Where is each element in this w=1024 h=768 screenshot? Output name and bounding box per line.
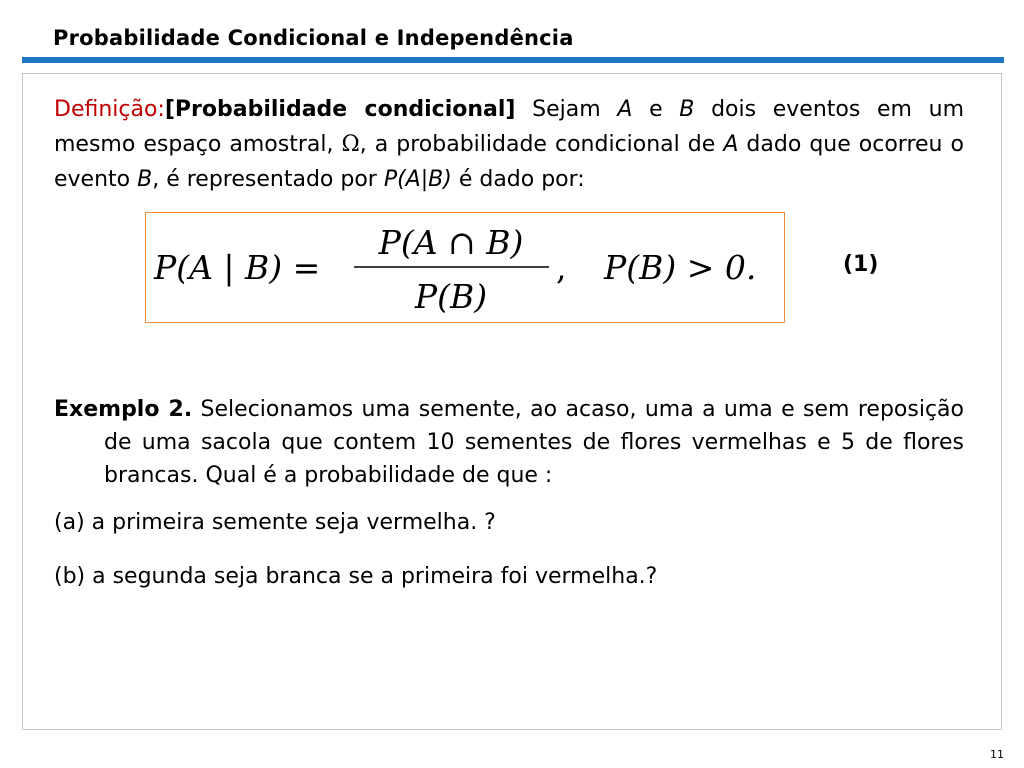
slide-title: Probabilidade Condicional e Independência <box>53 26 574 50</box>
formula <box>146 213 786 324</box>
definition-text: dado que ocorreu o evento <box>54 132 964 192</box>
definition-text: , a probabilidade condicional de <box>359 132 724 157</box>
conditional-notation: P(A|B) <box>383 167 452 192</box>
variable-a: A <box>723 132 739 157</box>
formula-denominator: P(B) <box>414 277 488 316</box>
equation-number: (1) <box>843 252 879 277</box>
definition-text: dois eventos em um mesmo espaço amostral, <box>54 97 964 157</box>
page-number: 11 <box>990 748 1004 761</box>
omega-symbol: Ω <box>341 132 360 157</box>
definition-text: , é representado por <box>152 167 384 192</box>
variable-a: A <box>617 97 633 122</box>
formula-condition: P(B) > 0. <box>604 248 757 287</box>
title-underline <box>22 57 1004 63</box>
question-item-a: (a) a primeira semente seja vermelha. ? <box>54 510 496 535</box>
definition-text: Sejam <box>515 97 618 122</box>
example-block <box>54 393 964 492</box>
example-label: Exemplo 2. <box>54 397 193 422</box>
variable-b: B <box>679 97 695 122</box>
definition-text: e <box>632 97 680 122</box>
formula-box <box>145 212 785 323</box>
example-text: Selecionamos uma semente, ao acaso, uma a uma e sem reposição de uma sacola que contem 10 sementes de flores vermelhas e 5 de flores brancas. Qual é a probabilidade de que : <box>104 397 964 488</box>
formula-lhs: P(A | B) = <box>154 248 321 287</box>
question-item-b: (b) a segunda seja branca se a primeira foi vermelha.? <box>54 564 658 589</box>
variable-b: B <box>137 167 153 192</box>
formula-numerator: P(A ∩ B) <box>378 223 524 262</box>
definition-paragraph <box>54 92 964 197</box>
example-paragraph <box>54 393 964 492</box>
formula-separator: , <box>556 248 567 287</box>
definition-term: [Probabilidade condicional] <box>164 97 516 122</box>
definition-text: é dado por: <box>451 167 585 192</box>
definition-label: Definição: <box>54 97 165 122</box>
